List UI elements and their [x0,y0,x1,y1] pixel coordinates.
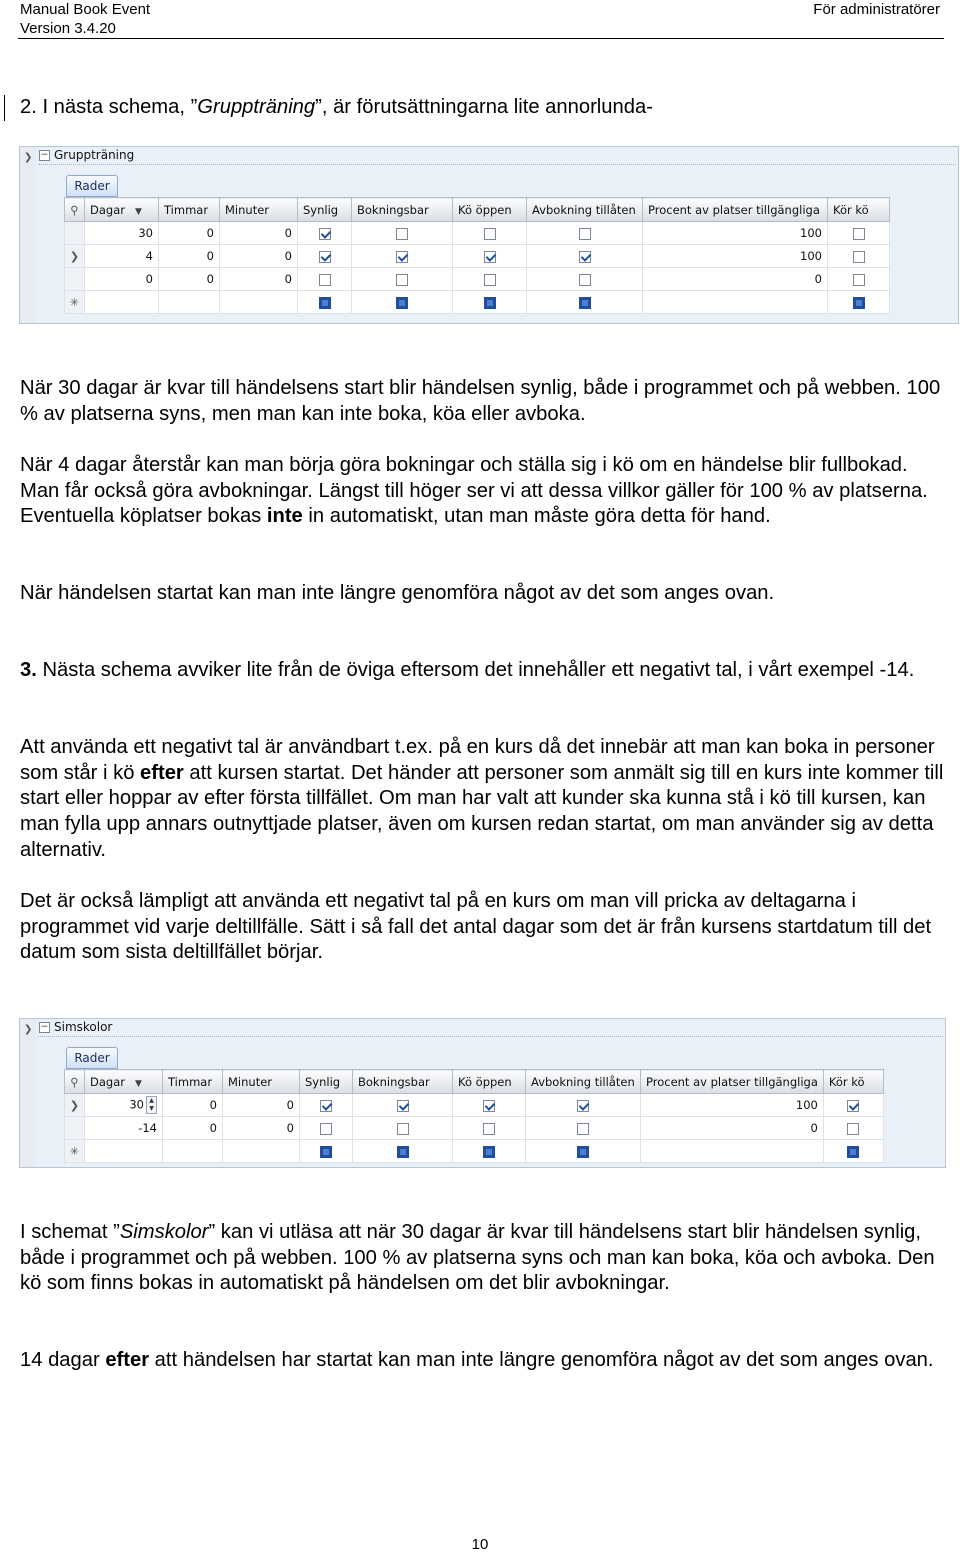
tab-rader[interactable]: Rader [66,1047,118,1069]
section-2-number: 2. [20,96,37,118]
checkbox-ko_oppen[interactable] [484,251,496,263]
header-audience: För administratörer [813,1,940,18]
new-row-cell[interactable] [352,291,453,314]
new-row-cell[interactable] [159,291,220,314]
checkbox-ko_oppen[interactable] [483,1100,495,1112]
column-header-avbokning[interactable]: Avbokning tillåten [527,198,643,222]
cell-procent[interactable]: 0 [641,1117,824,1140]
grid-title: Simskolor [54,1020,113,1034]
checkbox-avbokning[interactable] [579,274,591,286]
new-row-cell[interactable] [526,1140,641,1163]
new-row-asterisk-icon: ✳ [65,1140,85,1163]
new-row-cell[interactable] [527,291,643,314]
column-header-procent[interactable]: Procent av platser tillgängliga [641,1070,824,1094]
grid-title: Gruppträning [54,148,135,162]
column-header-procent[interactable]: Procent av platser tillgängliga [643,198,828,222]
section-3-heading: 3. Nästa schema avviker lite från de öviga eftersom det innehåller ett negativt tal, i vårt exempel -14. [20,659,915,681]
new-row-checkbox[interactable] [396,297,408,309]
new-row-checkbox[interactable] [579,297,591,309]
cell-ko_oppen[interactable] [453,245,527,268]
paragraph-simskolor: I schemat ”Simskolor” kan vi utläsa att när 30 dagar är kvar till händelsens start blir händelsen synlig, både i programmet och på webben. 100 % av platserna syns och man kan boka, köa och avboka. Den kö som finns bokas in automatiskt på händelsen om det blir avbokningar. [20,1221,935,1295]
checkbox-avbokning[interactable] [579,228,591,240]
new-row-checkbox[interactable] [319,297,331,309]
cell-minuter[interactable]: 0 [220,245,298,268]
new-row-cell[interactable] [823,1140,883,1163]
manual-version: Version 3.4.20 [20,20,116,37]
grid-simskolor [19,1018,946,1168]
cell-timmar[interactable]: 0 [163,1094,223,1117]
checkbox-synlig[interactable] [320,1123,332,1135]
new-row[interactable] [65,1140,884,1163]
cell-procent[interactable]: 100 [641,1094,824,1117]
checkbox-kor_ko[interactable] [853,228,865,240]
cell-kor_ko[interactable] [823,1117,883,1140]
column-header-dagar[interactable]: Dagar ▼ [85,198,159,222]
cell-dagar[interactable]: 0 [85,268,159,291]
new-row-cell[interactable] [223,1140,300,1163]
checkbox-bokningsbar[interactable] [396,228,408,240]
new-row-checkbox[interactable] [847,1146,859,1158]
checkbox-synlig[interactable] [319,228,331,240]
cell-procent[interactable]: 100 [643,222,828,245]
paragraph-negative-number: Att använda ett negativt tal är användbart t.ex. på en kurs då det innebär att man kan boka in personer som står i kö efter att kursen startat. Det händer att personer som anmält sig till en kurs inte kommer till start eller hoppar av efter första tillfället. Om man har valt att kunder ska kunna stå i kö till kursen, kan man fylla upp annars outnyttjade platser, även om kursen redan startat, om man använder sig av detta alternativ. [20,736,944,861]
schedule-table [64,197,890,314]
new-row-cell[interactable] [85,291,159,314]
column-header-synlig[interactable]: Synlig [298,198,352,222]
column-header-minuter[interactable]: Minuter [223,1070,300,1094]
column-header-minuter[interactable]: Minuter [220,198,298,222]
cell-kor_ko[interactable] [828,268,890,291]
column-header-ko-oppen[interactable]: Kö öppen [453,1070,526,1094]
spinner-icon[interactable]: ▲ ▼ [146,1096,157,1114]
cell-bokningsbar[interactable] [352,245,453,268]
cell-ko_oppen[interactable] [453,268,527,291]
cell-timmar[interactable]: 0 [159,268,220,291]
expand-arrow-icon[interactable]: ❯ [24,152,33,163]
column-header-kor-ko[interactable]: Kör kö [823,1070,883,1094]
cell-procent[interactable]: 0 [643,268,828,291]
checkbox-kor_ko[interactable] [847,1123,859,1135]
checkbox-kor_ko[interactable] [847,1100,859,1112]
cell-ko_oppen[interactable] [453,1117,526,1140]
page-number: 10 [471,1536,489,1553]
column-header-avbokning[interactable]: Avbokning tillåten [526,1070,641,1094]
checkbox-kor_ko[interactable] [853,274,865,286]
cell-avbokning[interactable] [527,222,643,245]
row-selector[interactable] [65,1117,85,1140]
paragraph-roll-call: Det är också lämpligt att använda ett negativt tal på en kurs om man vill pricka av deltagarna i programmet vid varje deltillfälle. Sätt i så fall det antal dagar som det är från kursens startdatum till det datum som sista deltillfället börjar. [20,890,932,964]
cell-synlig[interactable] [298,222,352,245]
column-header-dagar[interactable]: Dagar ▼ [85,1070,163,1094]
cell-bokningsbar[interactable] [353,1117,453,1140]
new-row-checkbox[interactable] [484,297,496,309]
new-row-cell[interactable] [641,1140,824,1163]
table-row[interactable] [65,1094,884,1117]
checkbox-synlig[interactable] [319,274,331,286]
search-icon[interactable]: ⚲ [65,1070,85,1094]
new-row-checkbox[interactable] [483,1146,495,1158]
cell-minuter[interactable]: 0 [223,1094,300,1117]
new-row-cell[interactable] [643,291,828,314]
checkbox-kor_ko[interactable] [853,251,865,263]
new-row-cell[interactable] [85,1140,163,1163]
schema-name-grupptraning: Gruppträning [197,96,316,118]
checkbox-ko_oppen[interactable] [484,274,496,286]
new-row-checkbox[interactable] [320,1146,332,1158]
column-header-timmar[interactable]: Timmar [159,198,220,222]
new-row-checkbox[interactable] [397,1146,409,1158]
column-header-bokningsbar[interactable]: Bokningsbar [352,198,453,222]
section-3-number: 3. [20,659,37,681]
cell-synlig[interactable] [300,1094,353,1117]
cell-avbokning[interactable] [526,1117,641,1140]
tab-rader[interactable]: Rader [66,175,118,197]
expand-arrow-icon[interactable]: ❯ [24,1024,33,1035]
current-row-icon[interactable]: ❯ [65,1094,85,1117]
cell-dagar[interactable]: 30 [85,222,159,245]
current-row-icon[interactable]: ❯ [65,245,85,268]
paragraph-4-days: När 4 dagar återstår kan man börja göra bokningar och ställa sig i kö om en händelse blir fullbokad. Man får också göra avbokningar. Längst till höger ser vi att dessa villkor gäller för 100 % av platserna. Eventuella köplatser bokas inte in automatiskt, utan man måste göra detta för hand. [20,454,928,528]
cell-minuter[interactable]: 0 [220,268,298,291]
checkbox-avbokning[interactable] [577,1100,589,1112]
row-selector[interactable] [65,268,85,291]
cell-avbokning[interactable] [527,268,643,291]
new-row-checkbox[interactable] [577,1146,589,1158]
cell-minuter[interactable]: 0 [223,1117,300,1140]
paragraph-after-start: När händelsen startat kan man inte längre genomföra något av det som anges ovan. [20,582,775,604]
new-row-cell[interactable] [453,291,527,314]
header-rule [18,38,944,39]
new-row-cell[interactable] [220,291,298,314]
cell-bokningsbar[interactable] [352,222,453,245]
cell-timmar[interactable]: 0 [163,1117,223,1140]
cell-synlig[interactable] [298,268,352,291]
new-row-cell[interactable] [828,291,890,314]
cell-minuter[interactable]: 0 [220,222,298,245]
new-row-cell[interactable] [453,1140,526,1163]
checkbox-avbokning[interactable] [577,1123,589,1135]
column-header-timmar[interactable]: Timmar [163,1070,223,1094]
table-row[interactable] [65,222,890,245]
checkbox-ko_oppen[interactable] [484,228,496,240]
new-row-cell[interactable] [300,1140,353,1163]
cell-bokningsbar[interactable] [352,268,453,291]
checkbox-bokningsbar[interactable] [396,251,408,263]
cell-kor_ko[interactable] [828,245,890,268]
checkbox-bokningsbar[interactable] [396,274,408,286]
sort-desc-icon: ▼ [134,1078,142,1089]
new-row-cell[interactable] [163,1140,223,1163]
checkbox-synlig[interactable] [320,1100,332,1112]
manual-title: Manual Book Event [20,1,151,18]
cell-dagar[interactable]: -14 [85,1117,163,1140]
column-header-kor-ko[interactable]: Kör kö [828,198,890,222]
sort-desc-icon: ▼ [134,206,142,217]
paragraph-30-days: När 30 dagar är kvar till händelsens start blir händelsen synlig, både i programmet och på webben. 100 % av platserna syns, men man kan inte boka, köa eller avboka. [20,377,941,425]
cell-synlig[interactable] [298,245,352,268]
table-row[interactable] [65,245,890,268]
collapse-icon[interactable]: − [40,1022,49,1032]
checkbox-bokningsbar[interactable] [397,1100,409,1112]
cell-procent[interactable]: 100 [643,245,828,268]
cell-dagar[interactable]: 4 [85,245,159,268]
column-header-ko-oppen[interactable]: Kö öppen [453,198,527,222]
cell-dagar[interactable]: 30 ▲ ▼ [85,1094,163,1117]
cell-timmar[interactable]: 0 [159,245,220,268]
change-bar [4,95,5,121]
cell-avbokning[interactable] [527,245,643,268]
row-selector[interactable] [65,222,85,245]
column-header-bokningsbar[interactable]: Bokningsbar [353,1070,453,1094]
page-header-left [20,0,150,38]
cell-timmar[interactable]: 0 [159,222,220,245]
new-row-cell[interactable] [353,1140,453,1163]
new-row-asterisk-icon: ✳ [65,291,85,314]
grid-grupptraning [19,146,959,324]
cell-ko_oppen[interactable] [453,222,527,245]
search-icon[interactable]: ⚲ [65,198,85,222]
table-row[interactable] [65,268,890,291]
checkbox-bokningsbar[interactable] [397,1123,409,1135]
checkbox-avbokning[interactable] [579,251,591,263]
cell-kor_ko[interactable] [828,222,890,245]
cell-bokningsbar[interactable] [353,1094,453,1117]
cell-kor_ko[interactable] [823,1094,883,1117]
collapse-icon[interactable]: − [40,150,49,160]
schedule-table [64,1069,884,1163]
cell-avbokning[interactable] [526,1094,641,1117]
cell-ko_oppen[interactable] [453,1094,526,1117]
cell-synlig[interactable] [300,1117,353,1140]
new-row-cell[interactable] [298,291,352,314]
paragraph-14-days-after: 14 dagar efter att händelsen har startat kan man inte längre genomföra något av det som anges ovan. [20,1349,934,1371]
checkbox-synlig[interactable] [319,251,331,263]
new-row-checkbox[interactable] [853,297,865,309]
table-row[interactable] [65,1117,884,1140]
column-header-synlig[interactable]: Synlig [300,1070,353,1094]
checkbox-ko_oppen[interactable] [483,1123,495,1135]
section-2-heading: 2. I nästa schema, ”Gruppträning”, är förutsättningarna lite annorlunda- [20,96,653,118]
schema-name-simskolor: Simskolor [119,1221,209,1243]
new-row[interactable] [65,291,890,314]
